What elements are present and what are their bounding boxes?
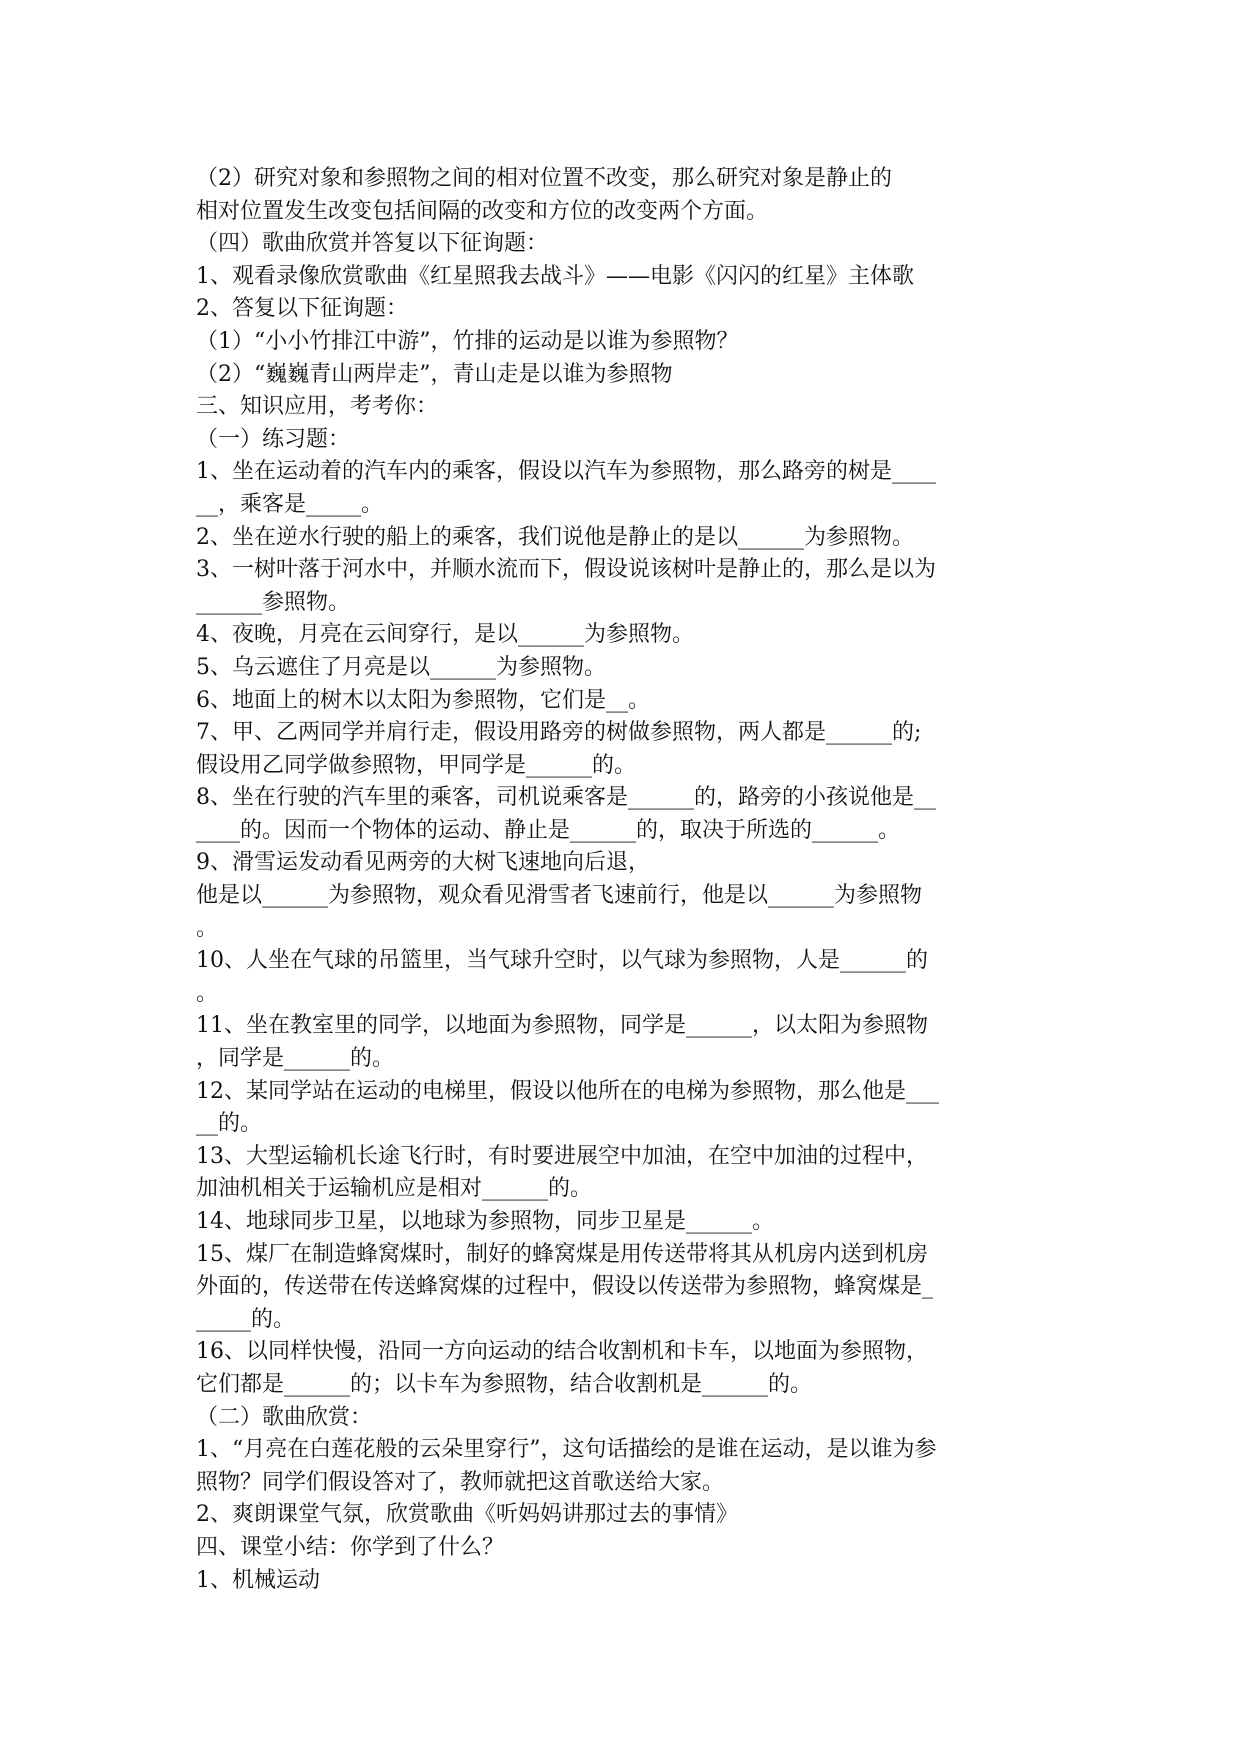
exercise-line: ，同学是______的。 (196, 1046, 395, 1072)
exercise-line: 10、人坐在气球的吊篮里，当气球升空时，以气球为参照物，人是______的 (196, 948, 928, 974)
exercise-line: 11、坐在教室里的同学，以地面为参照物，同学是______，以太阳为参照物 (196, 1013, 928, 1039)
exercise-line: 3、一树叶落于河水中，并顺水流而下，假设说该树叶是静止的，那么是以为 (196, 557, 936, 583)
exercise-line: 假设用乙同学做参照物，甲同学是______的。 (196, 752, 637, 778)
section-heading: 三、知识应用，考考你： (196, 394, 439, 420)
exercise-line: 9、滑雪运发动看见两旁的大树飞速地向后退， (196, 850, 650, 876)
text-line: 1、机械运动 (196, 1567, 320, 1593)
exercise-line: 加油机相关于运输机应是相对______的。 (196, 1176, 593, 1202)
text-line: 2、答复以下征询题： (196, 296, 408, 322)
text-line: （2）研究对象和参照物之间的相对位置不改变，那么研究对象是静止的 (196, 166, 892, 191)
exercise-line: _____的。 (196, 1306, 296, 1332)
exercise-line: 8、坐在行驶的汽车里的乘客，司机说乘客是______的，路旁的小孩说他是__ (196, 785, 936, 811)
text-line: （1）“小小竹排江中游”，竹排的运动是以谁为参照物？ (196, 328, 739, 354)
exercise-line: 外面的，传送带在传送蜂窝煤的过程中，假设以传送带为参照物，蜂窝煤是_ (196, 1274, 934, 1300)
text-line: （2）“巍巍青山两岸走”，青山走是以谁为参照物 (196, 361, 673, 387)
exercise-line: 12、某同学站在运动的电梯里，假设以他所在的电梯为参照物，那么他是___ (196, 1078, 939, 1104)
document-body (196, 163, 1046, 1597)
exercise-line: 6、地面上的树木以太阳为参照物，它们是__。 (196, 687, 650, 713)
exercise-line: ______参照物。 (196, 589, 351, 615)
section-heading: （四）歌曲欣赏并答复以下征询题： (196, 231, 549, 257)
exercise-line: 13、大型运输机长途飞行时，有时要进展空中加油，在空中加油的过程中， (196, 1143, 928, 1169)
exercise-line: 他是以______为参照物，观众看见滑雪者飞速前行，他是以______为参照物 (196, 883, 923, 909)
exercise-line: __的。 (196, 1111, 263, 1137)
section-heading: （二）歌曲欣赏： (196, 1404, 373, 1430)
text-line: 1、“月亮在白莲花般的云朵里穿行”，这句话描绘的是谁在运动，是以谁为参 (196, 1437, 937, 1463)
exercise-line: 1、坐在运动着的汽车内的乘客，假设以汽车为参照物，那么路旁的树是____ (196, 459, 936, 485)
exercise-line: ____的。因而一个物体的运动、静止是______的，取决于所选的______。 (196, 817, 901, 843)
exercise-line: __，乘客是_____。 (196, 491, 384, 517)
exercise-line: 5、乌云遮住了月亮是以______为参照物。 (196, 654, 606, 680)
exercise-line: 它们都是______的；以卡车为参照物，结合收割机是______的。 (196, 1371, 813, 1397)
exercise-line: 2、坐在逆水行驶的船上的乘客，我们说他是静止的是以______为参照物。 (196, 524, 914, 550)
text-line: 相对位置发生改变包括间隔的改变和方位的改变两个方面。 (196, 198, 769, 224)
text-line: 1、观看录像欣赏歌曲《红星照我去战斗》——电影《闪闪的红星》主体歌 (196, 263, 914, 289)
section-heading: 四、课堂小结：你学到了什么？ (196, 1534, 505, 1560)
exercise-line: 。 (196, 980, 219, 1006)
exercise-line: 16、以同样快慢，沿同一方向运动的结合收割机和卡车，以地面为参照物， (196, 1339, 928, 1365)
exercise-line: 4、夜晚，月亮在云间穿行，是以______为参照物。 (196, 622, 694, 648)
exercise-line: 14、地球同步卫星，以地球为参照物，同步卫星是______。 (196, 1209, 774, 1234)
text-line: 2、爽朗课堂气氛，欣赏歌曲《听妈妈讲那过去的事情》 (196, 1502, 738, 1528)
exercise-line: 15、煤厂在制造蜂窝煤时，制好的蜂窝煤是用传送带将其从机房内送到机房 (196, 1241, 928, 1267)
section-heading: （一）练习题： (196, 426, 351, 452)
text-line: 照物？同学们假设答对了，教师就把这首歌送给大家。 (196, 1469, 725, 1495)
exercise-line: 。 (196, 915, 219, 941)
exercise-line: 7、甲、乙两同学并肩行走，假设用路旁的树做参照物，两人都是______的; (196, 720, 922, 746)
